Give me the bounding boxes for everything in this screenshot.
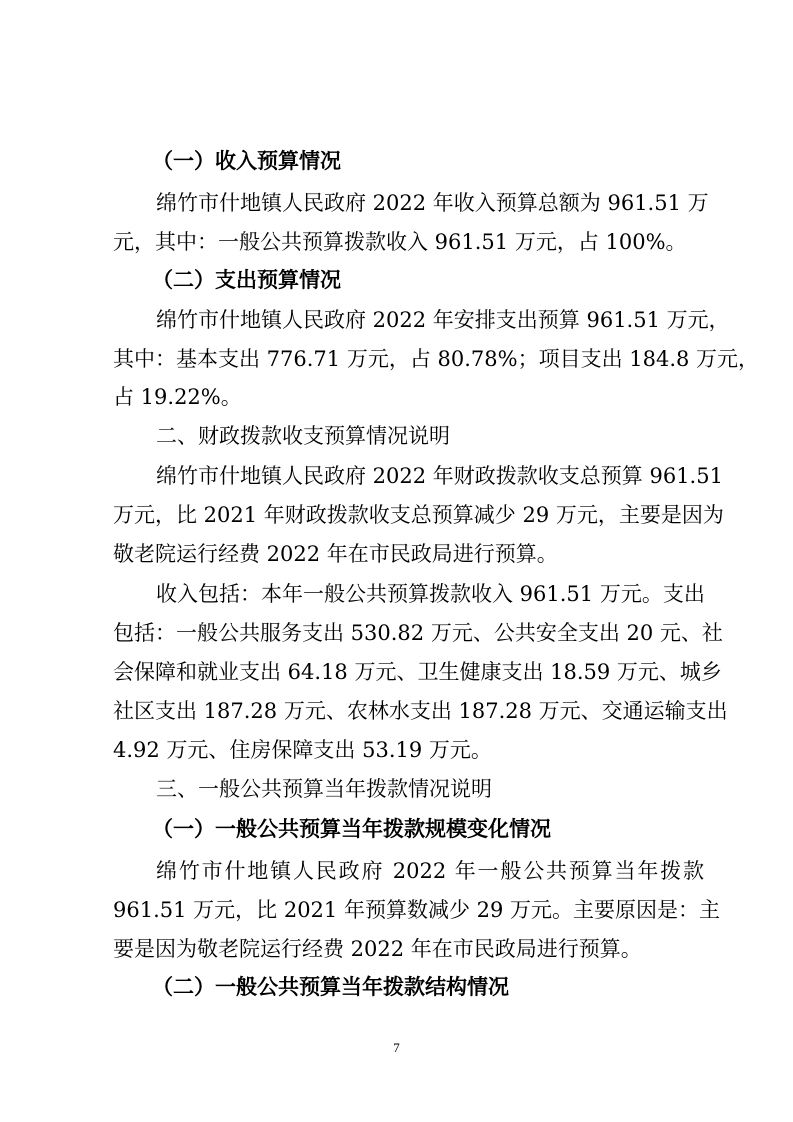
- general-heading-line: [0, 769, 793, 809]
- scale-paragraph-line-1: [0, 851, 793, 891]
- fiscal-paragraph-2-line-5: [0, 730, 793, 770]
- expense-paragraph-line-1: [0, 300, 793, 340]
- fiscal-text-8: 4.92 万元、住房保障支出 53.19 万元。: [113, 738, 492, 762]
- scale-text-1: 绵竹市什地镇人民政府 2022 年一般公共预算当年拨款: [156, 859, 704, 883]
- fiscal-text-2: 万元，比 2021 年财政拨款收支总预算减少 29 万元，主要是因为: [113, 503, 724, 527]
- expense-text-3: 占 19.22%。: [113, 385, 242, 409]
- fiscal-heading: 二、财政拨款收支预算情况说明: [156, 424, 450, 448]
- structure-heading: （二）一般公共预算当年拨款结构情况: [152, 975, 509, 999]
- scale-heading: （一）一般公共预算当年拨款规模变化情况: [152, 817, 551, 841]
- scale-paragraph-line-2: [0, 890, 793, 930]
- expense-text-2: 其中：基本支出 776.71 万元，占 80.78%；项目支出 184.8 万元，: [113, 347, 760, 371]
- general-heading: 三、一般公共预算当年拨款情况说明: [156, 777, 492, 801]
- fiscal-paragraph-1-line-1: [0, 456, 793, 496]
- scale-text-3: 要是因为敬老院运行经费 2022 年在市民政局进行预算。: [113, 937, 642, 961]
- fiscal-paragraph-2-line-1: [0, 574, 793, 614]
- fiscal-heading-line: [0, 416, 793, 456]
- income-paragraph-line-1: [0, 183, 793, 223]
- expense-text-1: 绵竹市什地镇人民政府 2022 年安排支出预算 961.51 万元，: [156, 308, 730, 332]
- fiscal-text-1: 绵竹市什地镇人民政府 2022 年财政拨款收支总预算 961.51: [156, 464, 723, 488]
- fiscal-paragraph-2-line-4: [0, 691, 793, 731]
- income-heading: （一）收入预算情况: [152, 149, 341, 173]
- fiscal-paragraph-2-line-3: [0, 652, 793, 692]
- fiscal-text-3: 敬老院运行经费 2022 年在市民政局进行预算。: [113, 542, 558, 566]
- expense-heading: （二）支出预算情况: [152, 268, 341, 292]
- income-text-2: 元，其中：一般公共预算拨款收入 961.51 万元，占 100%。: [113, 230, 687, 254]
- fiscal-paragraph-1-line-3: [0, 534, 793, 574]
- expense-heading-line: [0, 260, 793, 300]
- scale-text-2: 961.51 万元，比 2021 年预算数减少 29 万元。主要原因是：主: [113, 898, 721, 922]
- fiscal-text-5: 包括：一般公共服务支出 530.82 万元、公共安全支出 20 元、社: [113, 621, 723, 645]
- scale-heading-line: [0, 809, 793, 849]
- structure-heading-line: [0, 967, 793, 1007]
- fiscal-paragraph-1-line-2: [0, 495, 793, 535]
- fiscal-text-6: 会保障和就业支出 64.18 万元、卫生健康支出 18.59 万元、城乡: [113, 660, 722, 684]
- expense-paragraph-line-2: [0, 339, 793, 379]
- fiscal-text-7: 社区支出 187.28 万元、农林水支出 187.28 万元、交通运输支出: [113, 699, 728, 723]
- income-text-1: 绵竹市什地镇人民政府 2022 年收入预算总额为 961.51 万: [156, 191, 709, 215]
- page-number: 7: [393, 1040, 400, 1055]
- scale-paragraph-line-3: [0, 929, 793, 969]
- income-paragraph-line-2: [0, 222, 793, 262]
- fiscal-text-4: 收入包括：本年一般公共预算拨款收入 961.51 万元。支出: [156, 582, 705, 606]
- fiscal-paragraph-2-line-2: [0, 613, 793, 653]
- income-heading-line: [0, 141, 793, 181]
- expense-paragraph-line-3: [0, 377, 793, 417]
